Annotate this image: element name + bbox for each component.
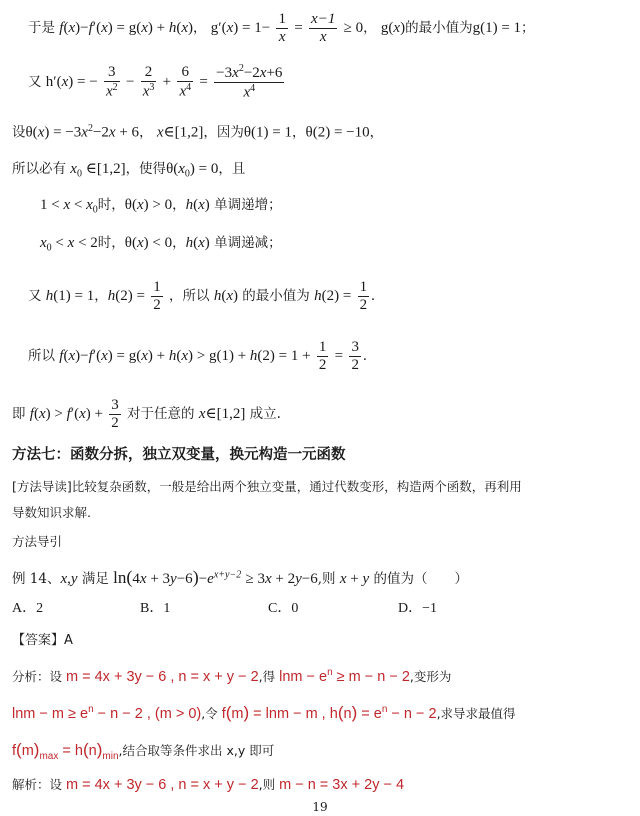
line-2: 又 h′(x) = − $\frac{3}{x^2}$ − $\frac{2}{x^3}$ + $\frac{6}{x^4}$ = $\frac{-3x^2-2x+6}{x^4}$ <box>28 63 283 101</box>
analysis-line-1: 分析：设 m = 4x + 3y − 6 , n = x + y − 2,得 $\ln m - e^n \ge m - n - 2$,变形为 <box>12 667 452 685</box>
line-4: 所以必有 $x_0$ ∈[1,2]，使得$\theta(x_0) = 0$，且 <box>12 161 246 180</box>
analysis-line-4: 解析：设 m = 4x + 3y − 6 , n = x + y − 2,则 m − n = 3x + 2y − 4 <box>12 777 405 793</box>
method-lead: 方法导引 <box>12 534 63 549</box>
choice-c: C．0 <box>268 601 299 616</box>
answer: 【答案】A <box>12 633 73 648</box>
page-number: 19 <box>312 800 328 814</box>
line-9: 即 f(x) > f′(x) + $\frac{3}{2}$ 对于任意的 x∈[1,2] 成立. <box>12 397 281 431</box>
method-guide-cont: 导数知识求解. <box>12 505 91 520</box>
example-14: 例 14、x,y 满足 $\ln(4x + 3y-6)-e^{x+y-2} \ge 3x + 2y-6$,则 x + y 的值为（ ） <box>12 567 468 587</box>
choice-b: B．1 <box>140 601 171 616</box>
line-3: 设$\theta(x) = -3x^2-2x + 6$， x∈[1,2]，因为θ(1) = 1，θ(2) = −10， <box>12 123 384 141</box>
analysis-line-2: $\ln m - m \ge e^n - n - 2$ , (m > 0),令 f(m) = lnm − m , $h(n) = e^n - n - 2$,求导求最值得 <box>12 703 516 722</box>
line-7: 又 h(1) = 1，h(2) = $\frac{1}{2}$ ，所以 h(x) 的最小值为 h(2) = $\frac{1}{2}$ . <box>28 279 375 313</box>
analysis-line-3: $f(m)_{max} = h(n)_{min}$,结合取等条件求出 x,y 即可 <box>12 740 275 762</box>
method-guide: [方法导读]比较复杂函数，一般是给出两个独立变量，通过代数变形，构造两个函数，再利用 <box>12 479 522 494</box>
choice-a: A．2 <box>12 601 44 616</box>
line-8: 所以 f(x)−f′(x) = g(x) + h(x) > g(1) + h(2) = 1 + $\frac{1}{2}$ = $\frac{3}{2}$ . <box>28 339 367 373</box>
line-5: $1 < x < x_0$时，θ(x) > 0，h(x) 单调递增； <box>40 197 282 216</box>
choice-d: D．−1 <box>398 601 438 616</box>
method-title: 方法七：函数分拆，独立双变量，换元构造一元函数 <box>12 447 346 463</box>
line-6: $x_0 < x < 2$时，θ(x) < 0，h(x) 单调递减； <box>40 235 282 254</box>
line-1: 于是 f(x)−f′(x) = g(x) + h(x)， g′(x) = 1− $\frac{1}{x}$ = $\frac{x-1}{x}$ ≥ 0， g(x)的最小值为g(1) = 1； <box>28 11 535 45</box>
